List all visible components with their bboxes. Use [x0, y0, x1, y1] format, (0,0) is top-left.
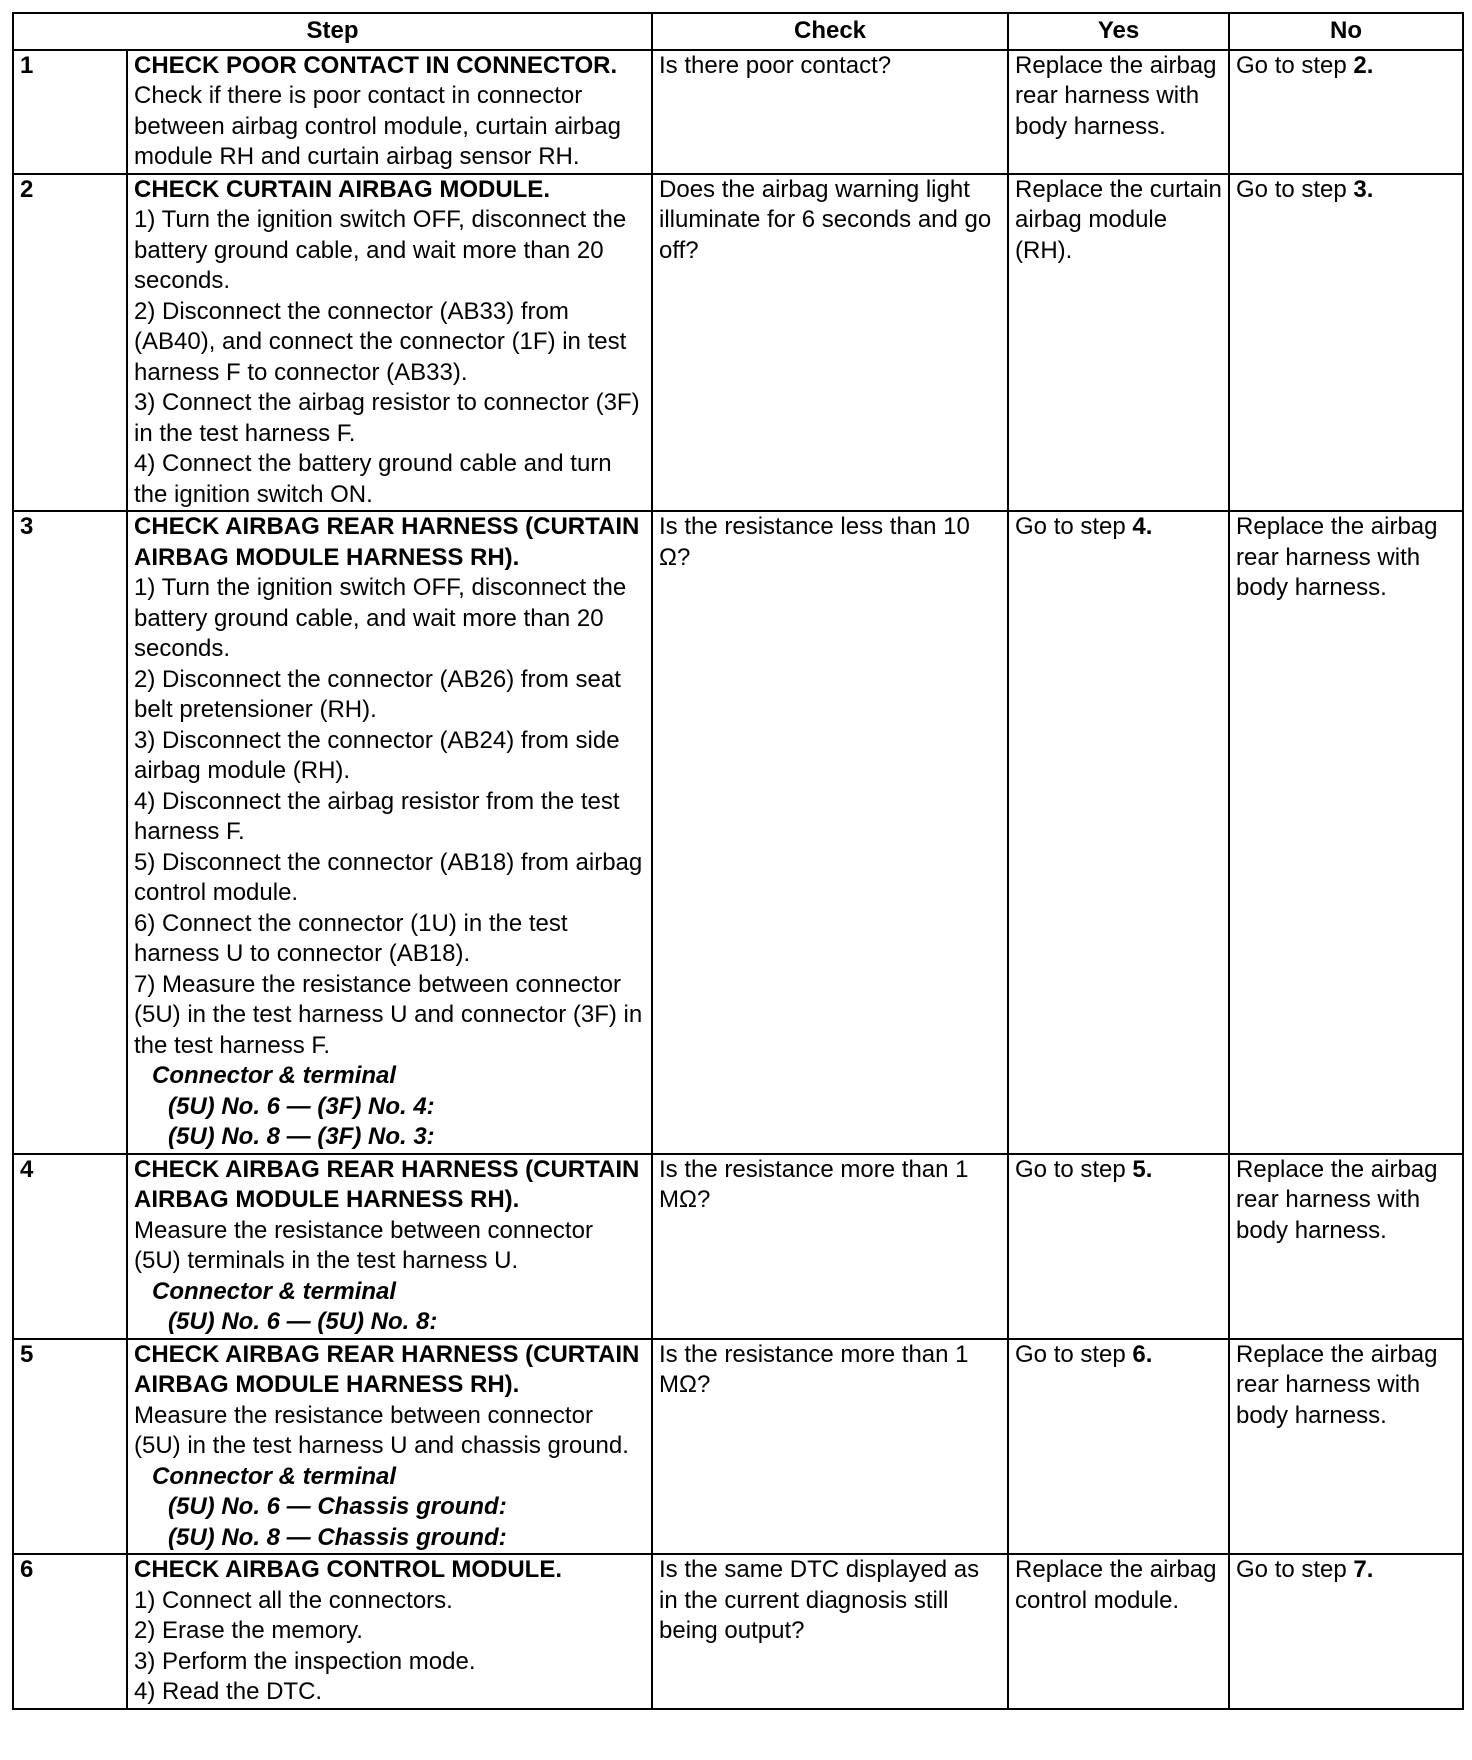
header-no: No — [1229, 13, 1463, 50]
step-description — [127, 50, 652, 174]
step-instruction: 4) Connect the battery ground cable and turn the ignition switch ON. — [134, 450, 612, 508]
no-result — [1229, 1154, 1463, 1339]
yes-result — [1008, 511, 1229, 1154]
yes-next-step: 4. — [1132, 513, 1153, 540]
connector-terminal-item: (5U) No. 6 — (5U) No. 8: — [168, 1308, 438, 1335]
no-result-text: Go to step — [1236, 51, 1354, 79]
step-instruction: 2) Disconnect the connector (AB26) from seat belt pretensioner (RH). — [134, 665, 621, 723]
step-instruction: 3) Disconnect the connector (AB24) from side airbag module (RH). — [134, 726, 620, 784]
connector-terminal-item: (5U) No. 8 — (3F) No. 3: — [168, 1123, 435, 1150]
header-yes: Yes — [1008, 13, 1229, 50]
step-description — [127, 511, 652, 1154]
step-instruction: Measure the resistance between connector (5U) in the test harness U and chassis ground. — [134, 1401, 629, 1459]
step-title: CHECK AIRBAG CONTROL MODULE. — [134, 1556, 562, 1583]
check-question: Is the same DTC displayed as in the current diagnosis still being output? — [652, 1554, 1008, 1709]
table-row — [13, 50, 1463, 174]
no-result — [1229, 50, 1463, 174]
header-check: Check — [652, 13, 1008, 50]
no-result-text: Go to step — [1236, 175, 1354, 203]
step-title: CHECK POOR CONTACT IN CONNECTOR. — [134, 51, 618, 79]
header-step: Step — [13, 13, 652, 50]
step-instruction: 2) Erase the memory. — [134, 1617, 363, 1644]
table-row — [13, 1339, 1463, 1555]
diagnostic-procedure-sheet — [12, 12, 1462, 1710]
yes-result — [1008, 1554, 1229, 1709]
step-title: CHECK CURTAIN AIRBAG MODULE. — [134, 175, 550, 203]
yes-result-text: Go to step — [1015, 1340, 1133, 1368]
yes-result-text: Go to step — [1015, 1155, 1133, 1183]
yes-result — [1008, 50, 1229, 174]
step-instruction: 4) Disconnect the airbag resistor from the test harness F. — [134, 787, 620, 845]
step-title: CHECK AIRBAG REAR HARNESS (CURTAIN AIRBAG MODULE HARNESS RH). — [134, 1340, 640, 1398]
step-instruction: 4) Read the DTC. — [134, 1678, 323, 1705]
yes-result-text: Replace the airbag rear harness with body harness. — [1015, 51, 1217, 140]
table-row — [13, 174, 1463, 512]
step-number: 1 — [13, 50, 127, 174]
step-instruction: 1) Connect all the connectors. — [134, 1586, 453, 1614]
check-question: Is the resistance more than 1 MΩ? — [652, 1154, 1008, 1339]
check-question: Is the resistance more than 1 MΩ? — [652, 1339, 1008, 1555]
step-instruction: 1) Turn the ignition switch OFF, disconnect the battery ground cable, and wait more than 20 seconds. — [134, 574, 627, 662]
step-number: 2 — [13, 174, 127, 512]
no-result-text: Replace the airbag rear harness with body harness. — [1236, 1155, 1438, 1244]
connector-terminal-item: (5U) No. 6 — (3F) No. 4: — [168, 1092, 435, 1120]
step-instruction: Check if there is poor contact in connector between airbag control module, curtain airbag module RH and curtain airbag sensor RH. — [134, 82, 621, 170]
no-result-text: Go to step — [1236, 1556, 1354, 1583]
step-description — [127, 1339, 652, 1555]
yes-result-text: Go to step — [1015, 513, 1133, 540]
step-title: CHECK AIRBAG REAR HARNESS (CURTAIN AIRBAG MODULE HARNESS RH). — [134, 1155, 640, 1213]
header-row — [13, 13, 1463, 50]
step-number: 3 — [13, 511, 127, 1154]
yes-result — [1008, 1339, 1229, 1555]
no-result-text: Replace the airbag rear harness with body harness. — [1236, 1340, 1438, 1429]
yes-result-text: Replace the airbag control module. — [1015, 1556, 1217, 1614]
no-next-step: 7. — [1353, 1556, 1374, 1583]
no-result-text: Replace the airbag rear harness with body harness. — [1236, 513, 1438, 601]
step-instruction: 3) Perform the inspection mode. — [134, 1647, 476, 1675]
diagnostic-table — [12, 12, 1464, 1710]
connector-terminal-item: (5U) No. 8 — Chassis ground: — [168, 1523, 507, 1551]
step-number: 4 — [13, 1154, 127, 1339]
no-next-step: 2. — [1353, 51, 1374, 79]
table-row — [13, 1554, 1463, 1709]
table-row — [13, 511, 1463, 1154]
step-number: 6 — [13, 1554, 127, 1709]
connector-terminal-label: Connector & terminal — [152, 1462, 397, 1490]
no-result — [1229, 1554, 1463, 1709]
connector-terminal-label: Connector & terminal — [152, 1062, 397, 1089]
step-description — [127, 1554, 652, 1709]
no-result — [1229, 511, 1463, 1154]
check-question: Is there poor contact? — [652, 50, 1008, 174]
step-instruction: 2) Disconnect the connector (AB33) from (AB40), and connect the connector (1F) in test harness F to connector (AB33). — [134, 297, 627, 386]
no-next-step: 3. — [1353, 175, 1374, 203]
step-description — [127, 1154, 652, 1339]
connector-terminal-label: Connector & terminal — [152, 1277, 397, 1305]
step-description — [127, 174, 652, 512]
yes-result-text: Replace the curtain airbag module (RH). — [1015, 175, 1222, 264]
check-question: Is the resistance less than 10 Ω? — [652, 511, 1008, 1154]
step-instruction: Measure the resistance between connector (5U) terminals in the test harness U. — [134, 1216, 593, 1274]
step-title: CHECK AIRBAG REAR HARNESS (CURTAIN AIRBAG MODULE HARNESS RH). — [134, 513, 640, 571]
step-instruction: 6) Connect the connector (1U) in the test harness U to connector (AB18). — [134, 909, 568, 967]
step-instruction: 1) Turn the ignition switch OFF, disconnect the battery ground cable, and wait more than 20 seconds. — [134, 206, 627, 294]
connector-terminal-item: (5U) No. 6 — Chassis ground: — [168, 1493, 507, 1520]
no-result — [1229, 1339, 1463, 1555]
no-result — [1229, 174, 1463, 512]
table-row — [13, 1154, 1463, 1339]
yes-next-step: 5. — [1132, 1155, 1153, 1183]
step-instruction: 7) Measure the resistance between connector (5U) in the test harness U and connector (3F) in the test harness F. — [134, 970, 643, 1059]
step-instruction: 5) Disconnect the connector (AB18) from airbag control module. — [134, 848, 643, 906]
yes-result — [1008, 174, 1229, 512]
check-question: Does the airbag warning light illuminate for 6 seconds and go off? — [652, 174, 1008, 512]
yes-next-step: 6. — [1132, 1340, 1153, 1368]
yes-result — [1008, 1154, 1229, 1339]
step-instruction: 3) Connect the airbag resistor to connector (3F) in the test harness F. — [134, 389, 640, 447]
step-number: 5 — [13, 1339, 127, 1555]
